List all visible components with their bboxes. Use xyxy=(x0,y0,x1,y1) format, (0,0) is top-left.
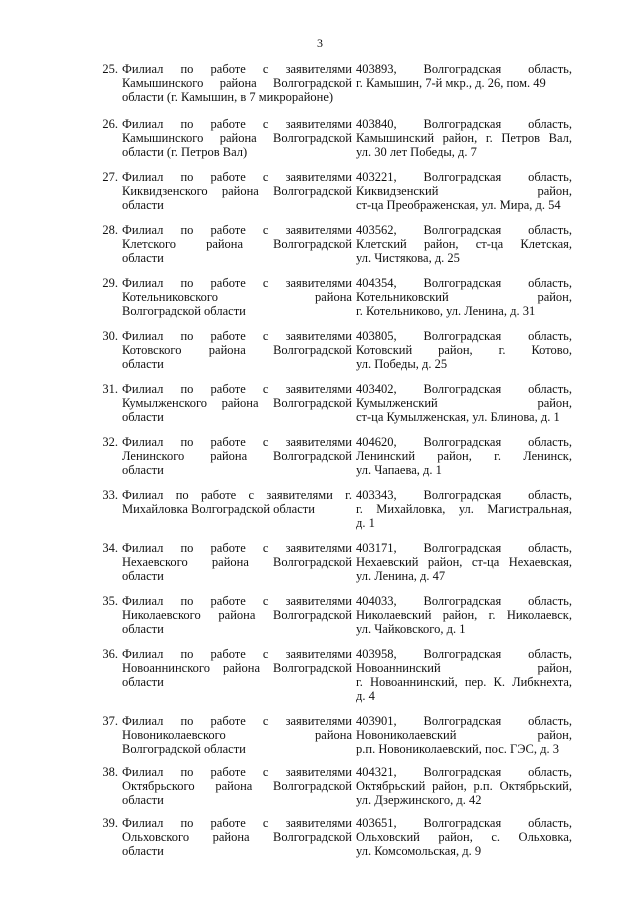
branch-name-line: Ленинского района Волгоградской xyxy=(122,449,352,463)
branch-address xyxy=(352,594,572,636)
item-number: 29. xyxy=(102,276,118,290)
branch-name-line: области xyxy=(122,251,164,265)
branch-address-line: д. 1 xyxy=(356,516,375,530)
branch-address xyxy=(352,276,572,318)
branch-address-line: 403958, Волгоградская область, xyxy=(356,647,572,661)
branch-name-line: Филиал по работе с заявителями xyxy=(122,329,352,343)
branch-name xyxy=(122,594,352,636)
item-number: 37. xyxy=(102,714,118,728)
item-number: 28. xyxy=(102,223,118,237)
branch-name-line: Кумылженского района Волгоградской xyxy=(122,396,352,410)
branch-name-line: Нехаевского района Волгоградской xyxy=(122,555,352,569)
branch-address-line: 403840, Волгоградская область, xyxy=(356,117,572,131)
branch-name xyxy=(122,329,352,371)
branch-address-line: Ленинский район, г. Ленинск, xyxy=(356,449,572,463)
branch-name xyxy=(122,714,352,756)
item-number: 35. xyxy=(102,594,118,608)
branch-address-line: ул. Победы, д. 25 xyxy=(356,357,448,371)
item-number: 30. xyxy=(102,329,118,343)
branch-address xyxy=(352,223,572,265)
branch-name-line: Филиал по работе с заявителями xyxy=(122,594,352,608)
branch-name-line: Камышинского района Волгоградской xyxy=(122,76,352,90)
branch-address-line: 403805, Волгоградская область, xyxy=(356,329,572,343)
branch-address xyxy=(352,329,572,371)
branch-name-line: Филиал по работе с заявителями xyxy=(122,816,352,830)
branch-name xyxy=(122,170,352,212)
page-number: 3 xyxy=(317,36,323,50)
branch-name-line: Филиал по работе с заявителями г. xyxy=(122,488,352,502)
list-item xyxy=(92,594,580,636)
branch-address-line: 403893, Волгоградская область, xyxy=(356,62,572,76)
branch-name-line: области xyxy=(122,844,164,858)
branch-address-line: Котельниковский район, xyxy=(356,290,572,304)
branch-address-line: 403343, Волгоградская область, xyxy=(356,488,572,502)
branch-name xyxy=(122,816,352,858)
branch-address-line: г. Новоаннинский, пер. К. Либкнехта, xyxy=(356,675,572,689)
branch-address-line: Киквидзенский район, xyxy=(356,184,572,198)
list-item xyxy=(92,435,580,477)
branch-address xyxy=(352,488,572,530)
list-item xyxy=(92,276,580,318)
branch-name-line: Филиал по работе с заявителями xyxy=(122,714,352,728)
branch-name-line: области xyxy=(122,569,164,583)
branch-address-line: Новоаннинский район, xyxy=(356,661,572,675)
item-number: 33. xyxy=(102,488,118,502)
branch-address-line: Октябрьский район, р.п. Октябрьский, xyxy=(356,779,572,793)
branch-name-line: Филиал по работе с заявителями xyxy=(122,765,352,779)
list-item xyxy=(92,117,580,159)
branch-address-line: р.п. Новониколаевский, пос. ГЭС, д. 3 xyxy=(356,742,559,756)
branch-name-line: Михайловка Волгоградской области xyxy=(122,502,315,516)
branch-name-line: Волгоградской области xyxy=(122,304,246,318)
branch-address-line: Новониколаевский район, xyxy=(356,728,572,742)
branch-address-line: ул. Чайковского, д. 1 xyxy=(356,622,466,636)
item-number: 27. xyxy=(102,170,118,184)
branch-address xyxy=(352,170,572,212)
branch-name xyxy=(122,765,352,807)
branch-name xyxy=(122,223,352,265)
branch-address xyxy=(352,541,572,583)
branch-address xyxy=(352,382,572,424)
item-number: 32. xyxy=(102,435,118,449)
item-number: 34. xyxy=(102,541,118,555)
branch-address-line: 404620, Волгоградская область, xyxy=(356,435,572,449)
branch-name-line: Октябрьского района Волгоградской xyxy=(122,779,352,793)
branch-name-line: области (г. Петров Вал) xyxy=(122,145,248,159)
item-number: 31. xyxy=(102,382,118,396)
branch-address-line: ул. Чапаева, д. 1 xyxy=(356,463,442,477)
list-item xyxy=(92,714,580,756)
branch-name-line: области xyxy=(122,463,164,477)
list-item xyxy=(92,223,580,265)
branch-name xyxy=(122,62,352,104)
branch-name-line: Волгоградской области xyxy=(122,742,246,756)
branch-address-line: Николаевский район, г. Николаевск, xyxy=(356,608,572,622)
branch-name xyxy=(122,488,352,530)
branch-address-line: г. Михайловка, ул. Магистральная, xyxy=(356,502,572,516)
branch-address-line: ул. 30 лет Победы, д. 7 xyxy=(356,145,477,159)
branch-address-line: д. 4 xyxy=(356,689,375,703)
branch-address-line: 404033, Волгоградская область, xyxy=(356,594,572,608)
branch-name-line: Филиал по работе с заявителями xyxy=(122,647,352,661)
branch-address xyxy=(352,714,572,756)
branch-address-line: Клетский район, ст-ца Клетская, xyxy=(356,237,572,251)
branch-name-line: Филиал по работе с заявителями xyxy=(122,117,352,131)
branch-address-line: ул. Ленина, д. 47 xyxy=(356,569,446,583)
branch-name-line: Новониколаевского района xyxy=(122,728,352,742)
branch-name-line: области xyxy=(122,357,164,371)
branch-address xyxy=(352,647,572,703)
branch-name-line: области xyxy=(122,675,164,689)
branch-address-line: ул. Дзержинского, д. 42 xyxy=(356,793,482,807)
branch-address-line: Котовский район, г. Котово, xyxy=(356,343,572,357)
branch-list xyxy=(92,62,580,858)
branch-address xyxy=(352,117,572,159)
branch-address-line: Камышинский район, г. Петров Вал, xyxy=(356,131,572,145)
branch-address-line: 404354, Волгоградская область, xyxy=(356,276,572,290)
branch-name xyxy=(122,541,352,583)
branch-name-line: Филиал по работе с заявителями xyxy=(122,223,352,237)
list-item xyxy=(92,647,580,703)
branch-name-line: Котовского района Волгоградской xyxy=(122,343,352,357)
branch-name-line: Николаевского района Волгоградской xyxy=(122,608,352,622)
branch-name-line: Камышинского района Волгоградской xyxy=(122,131,352,145)
branch-name-line: Филиал по работе с заявителями xyxy=(122,170,352,184)
branch-address-line: ст-ца Кумылженская, ул. Блинова, д. 1 xyxy=(356,410,560,424)
branch-address-line: ул. Чистякова, д. 25 xyxy=(356,251,460,265)
branch-address-line: 403171, Волгоградская область, xyxy=(356,541,572,555)
list-item xyxy=(92,170,580,212)
branch-address-line: Ольховский район, с. Ольховка, xyxy=(356,830,572,844)
branch-name-line: области xyxy=(122,198,164,212)
branch-name-line: Ольховского района Волгоградской xyxy=(122,830,352,844)
branch-name-line: Филиал по работе с заявителями xyxy=(122,382,352,396)
branch-address-line: 403901, Волгоградская область, xyxy=(356,714,572,728)
item-number: 26. xyxy=(102,117,118,131)
branch-address-line: 404321, Волгоградская область, xyxy=(356,765,572,779)
branch-address xyxy=(352,435,572,477)
branch-address-line: 403651, Волгоградская область, xyxy=(356,816,572,830)
branch-name-line: Новоаннинского района Волгоградской xyxy=(122,661,352,675)
branch-address-line: 403402, Волгоградская область, xyxy=(356,382,572,396)
branch-name-line: области xyxy=(122,410,164,424)
branch-name xyxy=(122,382,352,424)
branch-address-line: Кумылженский район, xyxy=(356,396,572,410)
branch-address-line: ул. Комсомольская, д. 9 xyxy=(356,844,482,858)
branch-name-line: Клетского района Волгоградской xyxy=(122,237,352,251)
branch-address-line: ст-ца Преображенская, ул. Мира, д. 54 xyxy=(356,198,561,212)
branch-address xyxy=(352,765,572,807)
branch-name-line: области xyxy=(122,622,164,636)
branch-name-line: Филиал по работе с заявителями xyxy=(122,541,352,555)
list-item xyxy=(92,382,580,424)
branch-address-line: г. Котельниково, ул. Ленина, д. 31 xyxy=(356,304,536,318)
list-item xyxy=(92,329,580,371)
branch-name-line: Котельниковского района xyxy=(122,290,352,304)
list-item xyxy=(92,62,580,104)
list-item xyxy=(92,488,580,530)
branch-name-line: области xyxy=(122,793,164,807)
branch-address xyxy=(352,62,572,104)
branch-address-line: 403562, Волгоградская область, xyxy=(356,223,572,237)
item-number: 36. xyxy=(102,647,118,661)
branch-address-line: Нехаевский район, ст-ца Нехаевская, xyxy=(356,555,572,569)
branch-name-line: Филиал по работе с заявителями xyxy=(122,62,352,76)
branch-address xyxy=(352,816,572,858)
list-item xyxy=(92,765,580,807)
branch-name xyxy=(122,435,352,477)
branch-name-line: Киквидзенского района Волгоградской xyxy=(122,184,352,198)
item-number: 38. xyxy=(102,765,118,779)
list-item xyxy=(92,816,580,858)
branch-name xyxy=(122,276,352,318)
branch-name-line: области (г. Камышин, в 7 микрорайоне) xyxy=(122,90,334,104)
branch-name xyxy=(122,647,352,703)
list-item xyxy=(92,541,580,583)
branch-address-line: г. Камышин, 7-й мкр., д. 26, пом. 49 xyxy=(356,76,546,90)
item-number: 25. xyxy=(102,62,118,76)
branch-name-line: Филиал по работе с заявителями xyxy=(122,435,352,449)
branch-name xyxy=(122,117,352,159)
item-number: 39. xyxy=(102,816,118,830)
branch-address-line: 403221, Волгоградская область, xyxy=(356,170,572,184)
branch-name-line: Филиал по работе с заявителями xyxy=(122,276,352,290)
